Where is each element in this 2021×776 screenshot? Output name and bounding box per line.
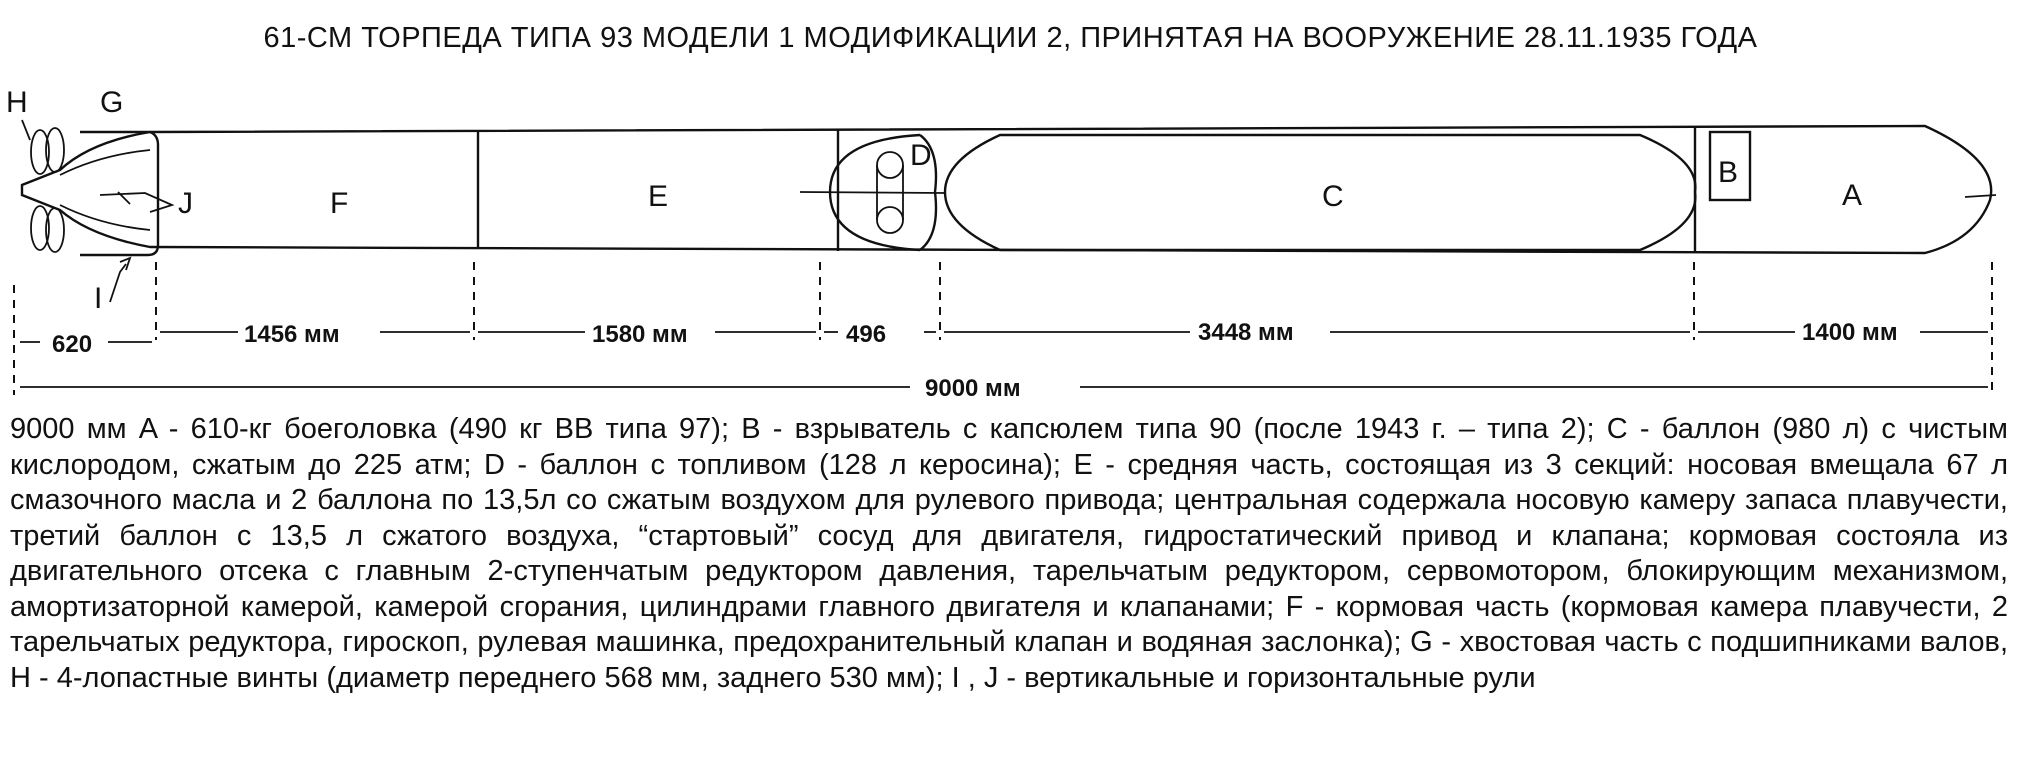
label-H: H [6, 86, 28, 119]
dim-620: 620 [52, 331, 93, 358]
horizontal-rudder [100, 193, 172, 212]
dim-1456: 1456 мм [244, 321, 340, 348]
rudder-leader-line [110, 264, 126, 302]
label-D: D [910, 139, 932, 172]
label-F: F [330, 187, 349, 220]
dim-total: 9000 мм [925, 375, 1021, 402]
oxygen-flask-outline [945, 135, 1695, 250]
label-I: I [94, 282, 103, 315]
label-E: E [648, 180, 669, 213]
dim-3448: 3448 мм [1198, 319, 1294, 346]
label-C: C [1322, 180, 1344, 213]
label-G: G [100, 86, 124, 119]
propeller-blades [22, 120, 64, 252]
label-J: J [178, 187, 193, 220]
dim-496: 496 [846, 321, 887, 348]
label-B: B [1718, 156, 1739, 189]
dim-1400: 1400 мм [1802, 319, 1898, 346]
dim-1580: 1580 мм [592, 321, 688, 348]
label-A: A [1842, 179, 1863, 212]
page-title: 61-СМ ТОРПЕДА ТИПА 93 МОДЕЛИ 1 МОДИФИКАЦИИ 2, ПРИНЯТАЯ НА ВООРУЖЕНИЕ 28.11.1935 ГОДА [263, 22, 1758, 54]
legend-caption: 9000 мм A - 610-кг боеголовка (490 кг ВВ типа 97); B - взрыватель с капсюлем типа 90 (после 1943 г. – типа 2); C - баллон (980 л) с чистым кислородом, сжатым до 225 атм; D - баллон с топливом (128 л керосина); E - средняя часть, состоящая из 3 секций: носовая вмещала 67 л смазочного масла и 2 баллона по 13,5л со сжатым воздухом для рулевого привода; центральная содержала носовую камеру запаса плавучести, третий баллон с 13,5 л сжатого воздуха, “стартовый” сосуд для двигателя, гидростатический привод и клапана; кормовая состояла из двигательного отсека с главным 2-ступенчатым редуктором давления, тарельчатым редуктором, сервомотором, блокирующим механизмом, амортизаторной камерой, камерой сгорания, цилиндрами главного двигателя и клапанами; F - кормовая часть (кормовая камера плавучести, 2 тарельчатых редуктора, гироскоп, рулевая машинка, предохранительный клапан и водяная заслонка); G - хвостовая часть с подшипниками валов, H - 4-лопастные винты (диаметр переднего 568 мм, заднего 530 мм); I , J - вертикальные и горизонтальные рули [10, 413, 2008, 694]
